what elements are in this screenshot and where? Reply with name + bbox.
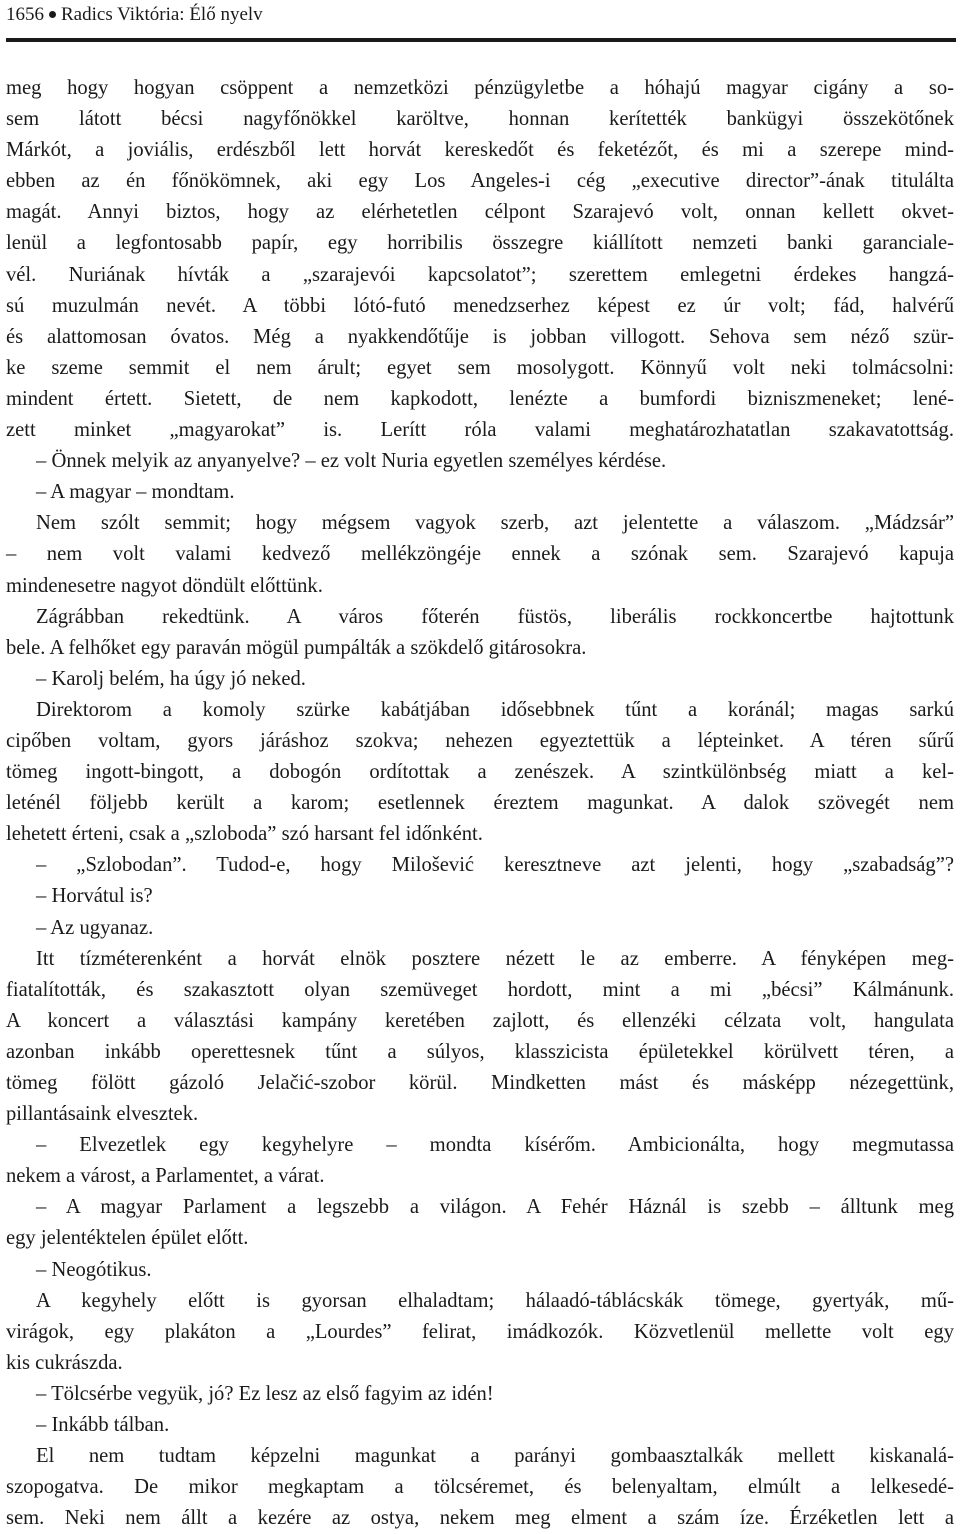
text-line: sem. Neki nem állt a kezére az ostya, nekem meg elment a szám íze. Érzéketlen lett a <box>6 1507 954 1530</box>
text-line: azonban inkább operettesnek tűnt a súlyos, klasszicista épületekkel körülvett téren, a <box>6 1040 954 1063</box>
text-line: leténél följebb került a karom; esetlennek éreztem magunkat. A dalok szövegét nem <box>6 792 954 815</box>
text-line: Nem szólt semmit; hogy mégsem vagyok szerb, azt jelentette a válaszom. „Mádzsár” <box>36 512 954 535</box>
text-line: – „Szlobodan”. Tudod-e, hogy Milošević keresztneve azt jelenti, hogy „szabadság”? <box>36 854 954 877</box>
text-line: cipőben voltam, gyors járáshoz szokva; nehezen egyeztettük a lépteinket. A téren sűrű <box>6 729 954 752</box>
text-line: Direktorom a komoly szürke kabátjában idősebbnek tűnt a koránál; magas sarkú <box>36 698 954 721</box>
text-line: meg hogy hogyan csöppent a nemzetközi pénzügyletbe a hóhajú magyar cigány a so- <box>6 77 954 99</box>
text-line: – Az ugyanaz. <box>36 916 154 939</box>
header-rule <box>6 38 956 42</box>
text-line: lehetett érteni, csak a „szloboda” szó harsant fel időnként. <box>6 823 483 846</box>
text-line: zett minket „magyarokat” is. Lerítt róla valami meghatározhatatlan szakavatottság. <box>6 419 954 442</box>
text-line: tömeg ingott-bingott, a dobogón ordítottak a zenészek. A szintkülönbség miatt a kel- <box>6 761 954 784</box>
text-line: El nem tudtam képzelni magunkat a parányi gombaasztalkák mellett kiskanalá- <box>36 1445 954 1468</box>
text-line: – Neogótikus. <box>36 1258 152 1281</box>
body-text <box>6 73 954 1534</box>
text-line: – Tölcsérbe vegyük, jó? Ez lesz az első fagyim az idén! <box>36 1382 494 1405</box>
text-line: sem látott bécsi nagyfőnökkel karöltve, honnan kerítették bankügyi összekötőnek <box>6 108 954 131</box>
text-line: – nem volt valami kedvező mellékzöngéje ennek a szónak sem. Szarajevó kapuja <box>6 543 954 566</box>
text-line: – Elvezetlek egy kegyhelyre – mondta kísérőm. Ambicionálta, hogy megmutassa <box>36 1134 954 1157</box>
text-line: egy jelentéktelen épület előtt. <box>6 1227 249 1250</box>
text-line: – Horvátul is? <box>36 885 153 908</box>
text-line: – A magyar Parlament a legszebb a világon. A Fehér Háznál is szebb – álltunk meg <box>36 1196 954 1219</box>
text-line: magát. Annyi biztos, hogy az elérhetetlen célpont Szarajevó volt, onnan kellett okvet- <box>6 201 954 224</box>
text-line: nekem a várost, a Parlamentet, a várat. <box>6 1165 325 1188</box>
text-line: sú muzulmán nevét. A többi lótó-futó menedzserhez képest ez úr volt; fád, halvérű <box>6 294 954 317</box>
text-line: mindent értett. Sietett, de nem kapkodott, lenézte a bumfordi bizniszmeneket; lené- <box>6 387 954 410</box>
running-head <box>6 2 263 28</box>
text-line: tömeg fölött gázoló Jelačić-szobor körül. Mindketten mást és másképp nézegettünk, <box>6 1072 954 1094</box>
text-line: Zágrábban rekedtünk. A város főterén füstös, liberális rockkoncertbe hajtottunk <box>36 605 954 628</box>
text-line: kis cukrászda. <box>6 1351 123 1374</box>
text-line: és alattomosan óvatos. Még a nyakkendőtűje is jobban villogott. Sehova sem néző szür- <box>6 325 954 348</box>
page-number: 1656 <box>6 4 44 25</box>
text-line: A kegyhely előtt is gyorsan elhaladtam; hálaadó-táblácskák tömege, gyertyák, mű- <box>36 1289 954 1312</box>
text-line: – Karolj belém, ha úgy jó neked. <box>36 667 306 690</box>
text-line: vél. Nuriának hívták a „szarajevói kapcsolatot”; szerettem emlegetni érdekes hangzá- <box>6 263 954 286</box>
text-line: lenül a legfontosabb papír, egy horribilis összegre kiállított nemzeti banki garanciale- <box>6 232 954 255</box>
text-line: – A magyar – mondtam. <box>36 481 235 504</box>
text-line: A koncert a választási kampány keretében zajlott, és ellenzéki célzata volt, hangulata <box>6 1009 954 1032</box>
text-line: virágok, egy plakáton a „Lourdes” felirat, imádkozók. Közvetlenül mellette volt egy <box>6 1320 954 1343</box>
text-line: szopogatva. De mikor megkaptam a tölcséremet, és belenyaltam, elmúlt a lelkesedé- <box>6 1476 954 1499</box>
text-line: pillantásaink elvesztek. <box>6 1103 199 1126</box>
text-line: ebben az én főnökömnek, aki egy Los Angeles-i cég „executive director”-ának titulálta <box>6 170 954 193</box>
text-line: ke szeme semmit el nem árult; egyet sem mosolygott. Könnyű volt neki tolmácsolni: <box>6 356 954 379</box>
text-line: mindenesetre nagyot döndült előttünk. <box>6 574 323 597</box>
text-line: Márkót, a joviális, erdészből lett horvát kereskedőt és feketézőt, és mi a szerepe mind- <box>6 139 954 162</box>
text-line: Itt tízméterenként a horvát elnök posztere nézett le az emberre. A fényképen meg- <box>36 947 954 970</box>
text-line: – Önnek melyik az anyanyelve? – ez volt Nuria egyetlen személyes kérdése. <box>36 450 667 473</box>
text-line: – Inkább tálban. <box>36 1414 170 1437</box>
bullet-separator-icon <box>49 11 56 18</box>
text-line: bele. A felhőket egy paraván mögül pumpálták a szökdelő gitárosokra. <box>6 636 587 659</box>
running-title: Radics Viktória: Élő nyelv <box>61 4 263 25</box>
text-line: fiatalították, és szakasztott olyan szemüveget hordott, mint a mi „bécsi” Kálmánunk. <box>6 978 954 1001</box>
